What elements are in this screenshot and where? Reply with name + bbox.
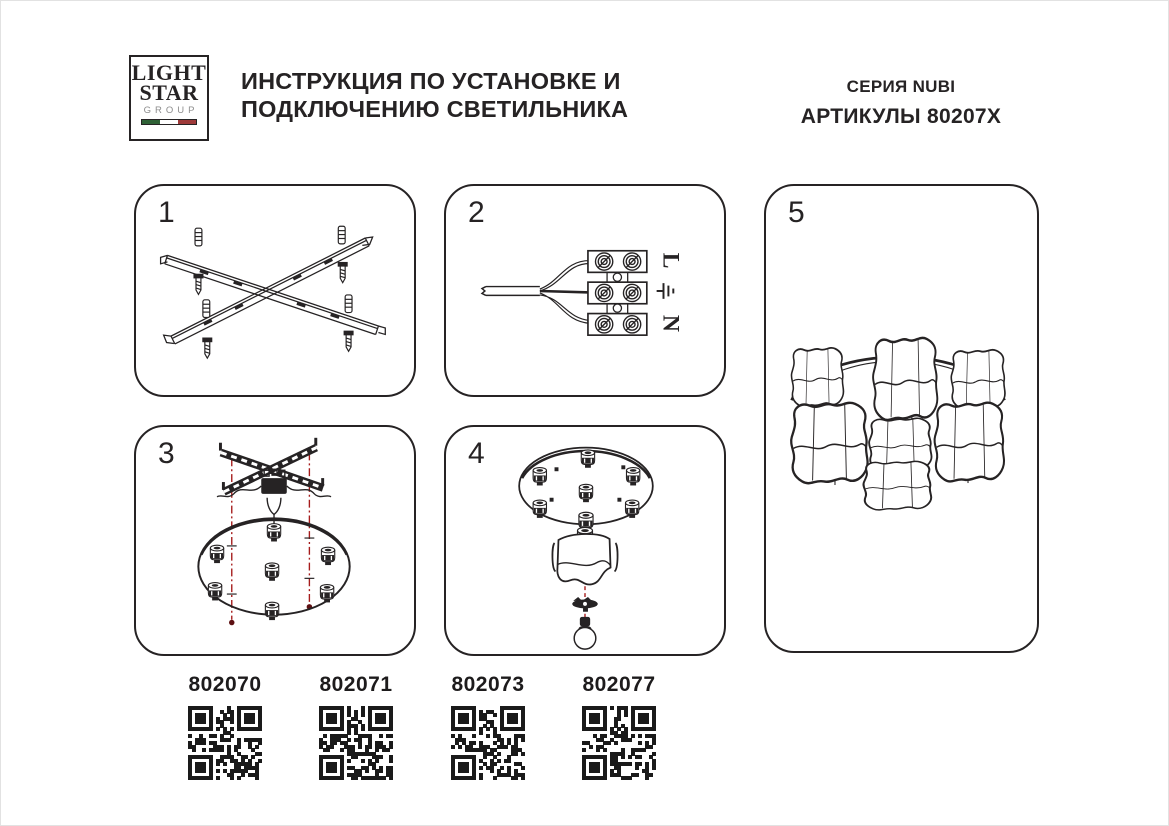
logo-word-star: STAR — [139, 80, 199, 105]
terminal-label-neutral: N — [657, 314, 684, 332]
step-1-number: 1 — [158, 196, 175, 229]
page-title — [241, 67, 628, 123]
step-4-panel — [444, 425, 726, 656]
qr-code — [582, 706, 656, 780]
qr-code — [319, 706, 393, 780]
step-2-number: 2 — [468, 196, 485, 229]
mounting-bracket-diagram — [136, 186, 414, 395]
step-5-number: 5 — [788, 196, 805, 229]
article-802073 — [433, 673, 543, 780]
step-2-panel — [444, 184, 726, 397]
logo-word-group: GROUP — [143, 105, 199, 116]
articles-heading: АРТИКУЛЫ 80207X — [800, 105, 1002, 128]
step-5-panel — [764, 184, 1039, 653]
logo-flag-stripe — [141, 119, 197, 125]
series-name: СЕРИЯ NUBI — [846, 77, 956, 96]
step-3-panel — [134, 425, 416, 656]
title-line-2: ПОДКЛЮЧЕНИЮ СВЕТИЛЬНИКА — [241, 96, 629, 122]
canopy-alignment-diagram — [136, 427, 414, 654]
step-4-number: 4 — [468, 437, 485, 470]
series-header — [771, 77, 1031, 129]
article-code: 802073 — [451, 673, 525, 696]
logo-word-light: LIGHT — [131, 60, 207, 85]
article-802077 — [564, 673, 674, 780]
lightstar-logo — [129, 55, 209, 141]
earth-icon — [657, 283, 674, 299]
qr-code — [451, 706, 525, 780]
wiring-diagram — [446, 186, 724, 395]
article-code: 802071 — [319, 673, 393, 696]
step-3-number: 3 — [158, 437, 175, 470]
article-code: 802070 — [188, 673, 262, 696]
article-802071 — [301, 673, 411, 780]
qr-code — [188, 706, 262, 780]
title-line-1: ИНСТРУКЦИЯ ПО УСТАНОВКЕ И — [241, 68, 621, 94]
step-1-panel — [134, 184, 416, 397]
article-code: 802077 — [582, 673, 656, 696]
shade-assembly-diagram — [446, 427, 724, 654]
terminal-label-line: L — [657, 252, 684, 269]
article-802070 — [170, 673, 280, 780]
assembled-chandelier-diagram — [766, 186, 1037, 651]
